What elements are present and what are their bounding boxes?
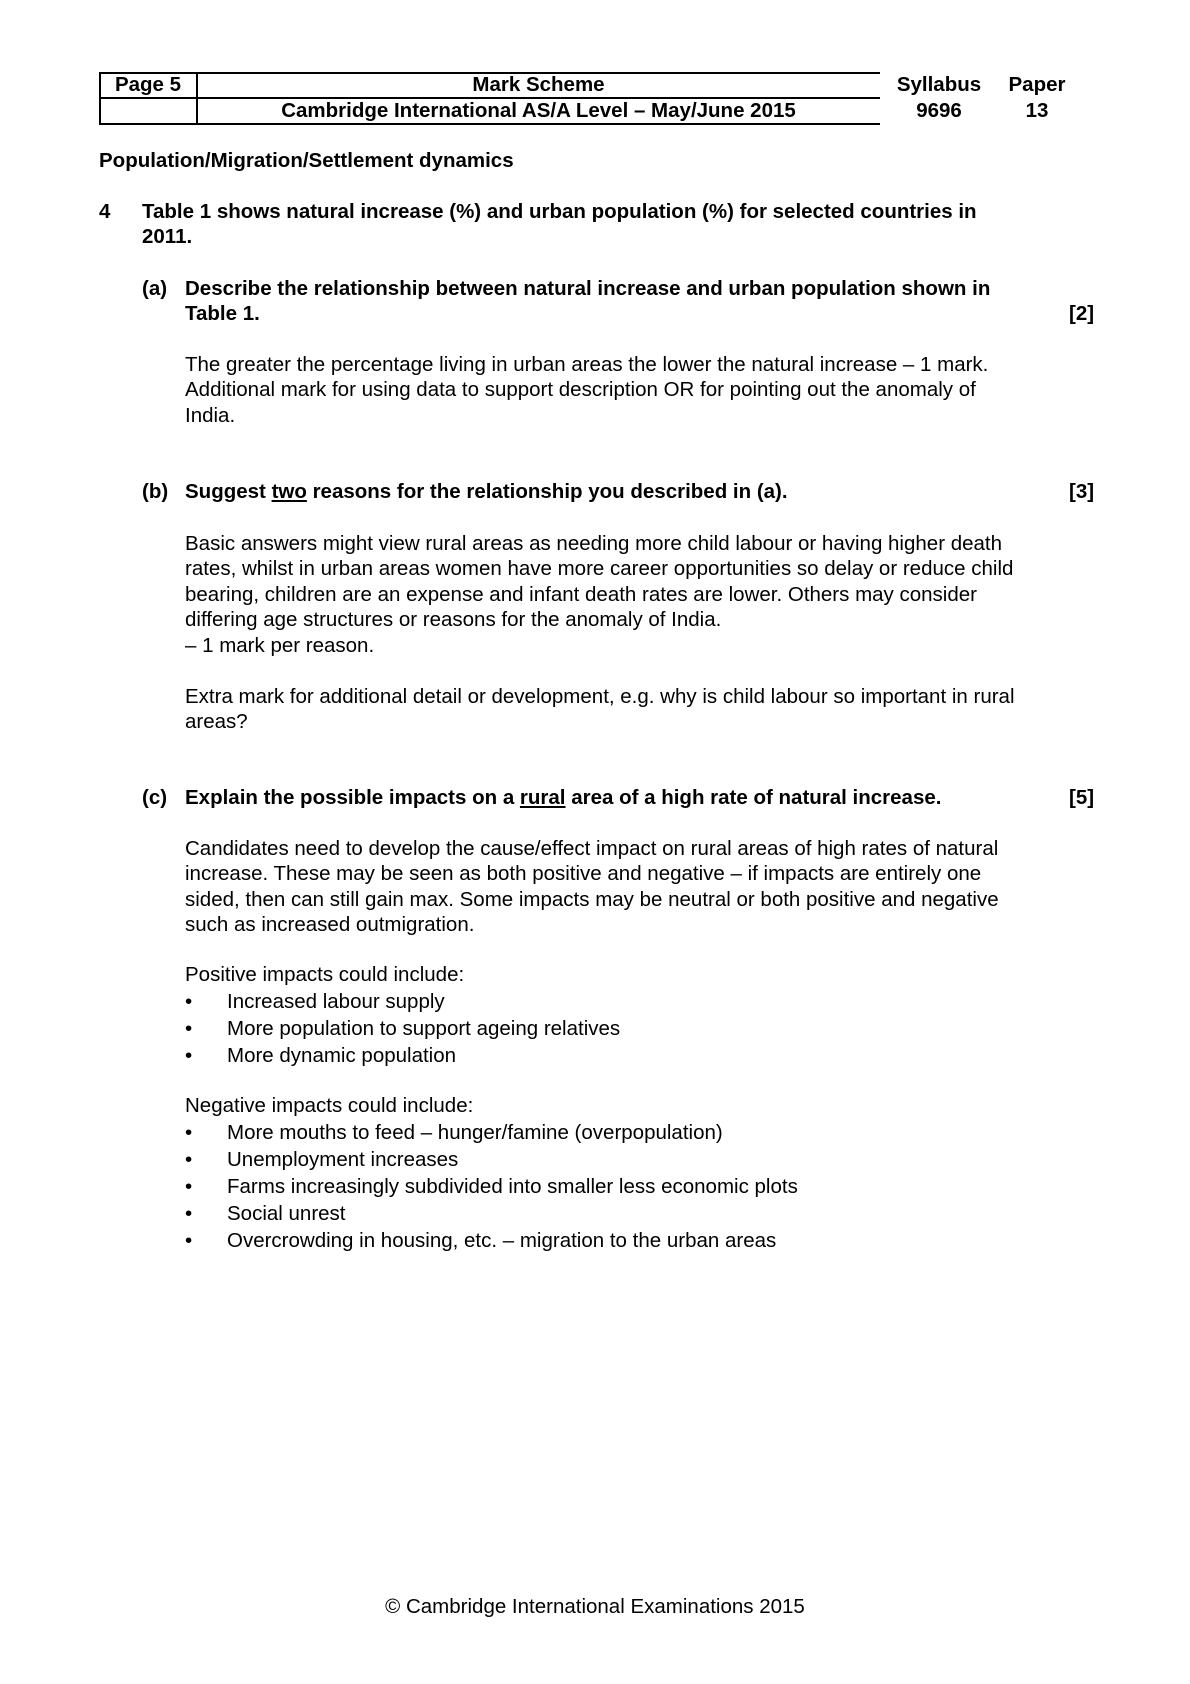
part-b-answer: Basic answers might view rural areas as needing more child labour or having higher death rates, whilst in urban areas women have more career opportunities so delay or reduce child bearing, children are an expense and infant death rates are lower. Others may consider differing age structures or reasons for the anomaly of India. – 1 mark per reason. — [185, 532, 1014, 657]
part-a-label: (a) — [142, 277, 168, 300]
part-a-question: Describe the relationship between natural increase and urban population shown in Table 1. — [185, 277, 991, 326]
part-b-marks: [3] — [1069, 480, 1095, 503]
section-title: Population/Migration/Settlement dynamics — [99, 149, 514, 172]
list-item: • More dynamic population — [185, 1044, 457, 1067]
exam-title: Cambridge International AS/A Level – May/June 2015 — [281, 99, 796, 122]
part-c-answer: Candidates need to develop the cause/effect impact on rural areas of high rates of natural increase. These may be seen as both positive and negative – if impacts are entirely one sided, then can still gain max. Some impacts may be neutral or both positive and negative such as increased outmigration. — [185, 837, 999, 937]
positive-heading: Positive impacts could include: — [185, 963, 465, 986]
part-c-marks: [5] — [1069, 786, 1095, 809]
syllabus-code: 9696 — [916, 99, 962, 122]
question-number: 4 — [99, 200, 111, 223]
negative-heading: Negative impacts could include: — [185, 1094, 474, 1117]
question-text: Table 1 shows natural increase (%) and urban population (%) for selected countries in 2011. — [142, 200, 977, 249]
paper-label: Paper — [1008, 73, 1066, 96]
list-item: • Increased labour supply — [185, 990, 445, 1013]
part-b-question: Suggest two reasons for the relationship you described in (a). — [185, 480, 788, 503]
part-a-answer: The greater the percentage living in urban areas the lower the natural increase – 1 mark. Additional mark for using data to support description OR for pointing out the anomaly of India. — [185, 353, 989, 427]
list-item: • More population to support ageing relatives — [185, 1017, 621, 1040]
part-a-marks: [2] — [1069, 302, 1095, 325]
page-number: Page 5 — [114, 73, 182, 96]
part-b-label: (b) — [142, 480, 169, 503]
list-item: • Social unrest — [185, 1202, 346, 1225]
positive-list — [185, 988, 620, 1069]
part-c-label: (c) — [142, 786, 168, 809]
part-b-extra: Extra mark for additional detail or development, e.g. why is child labour so important in rural areas? — [185, 685, 1015, 734]
part-c-question: Explain the possible impacts on a rural area of a high rate of natural increase. — [185, 786, 942, 809]
mark-scheme-title: Mark Scheme — [472, 73, 605, 96]
negative-list — [185, 1119, 798, 1254]
copyright-footer: © Cambridge International Examinations 2015 — [385, 1595, 805, 1618]
list-item: • More mouths to feed – hunger/famine (overpopulation) — [185, 1121, 723, 1144]
list-item: • Unemployment increases — [185, 1148, 459, 1171]
list-item: • Overcrowding in housing, etc. – migration to the urban areas — [185, 1229, 777, 1252]
list-item: • Farms increasingly subdivided into smaller less economic plots — [185, 1175, 798, 1198]
syllabus-label: Syllabus — [896, 73, 982, 96]
paper-code: 13 — [1025, 99, 1049, 122]
